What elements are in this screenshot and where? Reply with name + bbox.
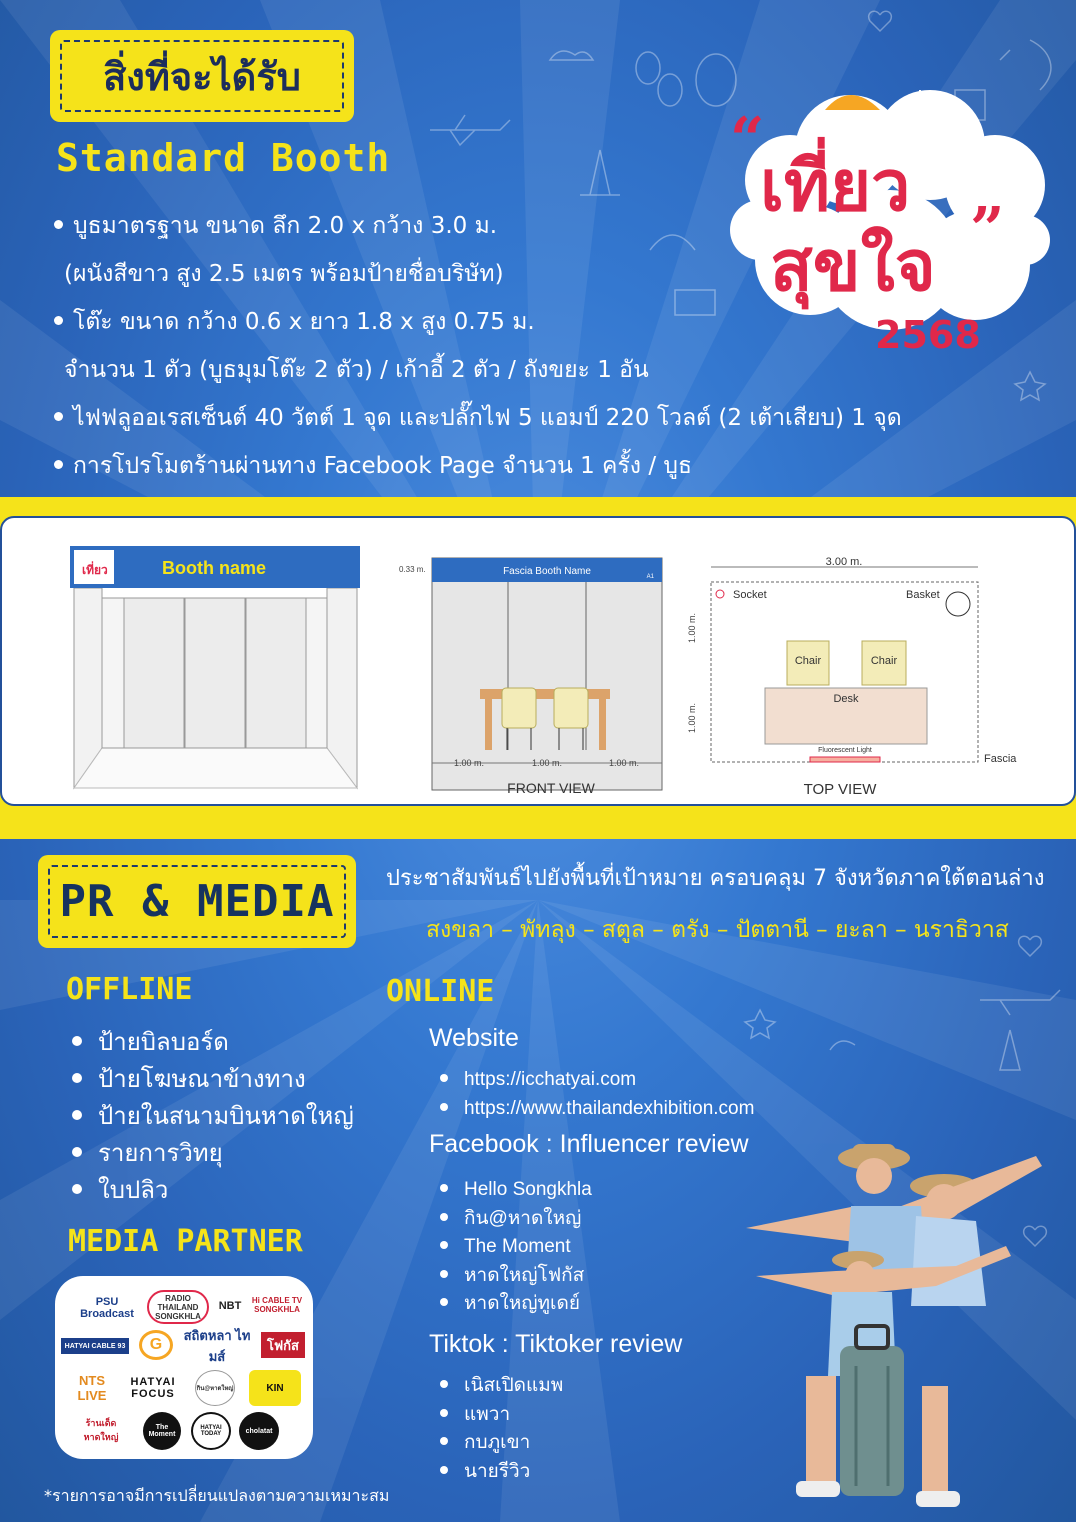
svg-text:1.00 m.: 1.00 m. [687,702,697,734]
suitcase-icon [840,1346,904,1496]
svg-text:เที่ยว: เที่ยว [82,563,108,577]
svg-text:Socket: Socket [733,589,767,601]
bullet-icon [54,316,63,325]
svg-text:Chair: Chair [870,655,898,667]
svg-text:1.00 m.: 1.00 m. [531,758,563,768]
booth-feature-line: การโปรโมตร้านผ่านทาง Facebook Page จำนวน 1 ครั้ง / บูธ [54,442,974,490]
bullet-icon [440,1437,448,1445]
booth-3d-view [70,546,360,788]
media-partner-logos [55,1276,313,1459]
bullet-icon [72,1184,82,1194]
bullet-icon [440,1409,448,1417]
partner-logo: cholatat [239,1412,279,1450]
disclaimer-footnote: *รายการอาจมีการเปลี่ยนแปลงตามความเหมาะสม [44,1486,390,1505]
svg-text:“: “ [730,105,765,175]
list-item: The Moment [440,1233,592,1262]
svg-text:”: ” [970,195,1005,265]
list-item: เนิสเปิดแมพ [440,1372,563,1401]
facebook-list [440,1176,592,1319]
partner-logo: The Moment [143,1412,181,1450]
tiktok-list [440,1372,563,1486]
partner-logo: HATYAI FOCUS [130,1376,176,1400]
event-logo [730,90,1050,360]
top-view [687,556,1017,798]
booth-feature-line: จำนวน 1 ตัว (บูธมุมโต๊ะ 2 ตัว) / เก้าอี้ 2 ตัว / ถังขยะ 1 อัน [64,357,649,383]
offline-heading: OFFLINE [66,972,193,1007]
bullet-icon [440,1074,448,1082]
bullet-icon [440,1213,448,1221]
logo-year: 2568 [875,313,981,357]
fascia-label: Fascia Booth Name [503,566,591,577]
light-icon [810,757,880,762]
list-item: แพวา [440,1401,563,1430]
partner-logo: RADIO THAILAND SONGKHLA [147,1290,209,1324]
bullet-icon [72,1147,82,1157]
standard-booth-heading: Standard Booth [56,136,391,180]
partner-logo: KIN [249,1370,301,1406]
booth-diagram-panel [0,516,1076,806]
logo-line2: สุขใจ [770,225,936,307]
list-item: หาดใหญ่ทูเดย์ [440,1290,592,1319]
list-item: https://icchatyai.com [440,1066,754,1095]
partner-logo: HATYAI TODAY [191,1412,231,1450]
bullet-icon [54,460,63,469]
benefits-title: สิ่งที่จะได้รับ [103,54,301,99]
partner-logo: PSU Broadcast [80,1296,134,1320]
list-item: ป้ายโฆษณาข้างทาง [72,1061,354,1098]
benefits-title-box [50,30,354,122]
website-list [440,1066,754,1123]
booth-feature-line: (ผนังสีขาว สูง 2.5 เมตร พร้อมป้ายชื่อบริษัท) [64,261,504,287]
list-item: นายรีวิว [440,1458,563,1487]
list-item: ใบปลิว [72,1172,354,1209]
svg-text:Fascia: Fascia [984,753,1017,765]
bullet-icon [440,1380,448,1388]
booth-feature-line: ไฟฟลูออเรสเซ็นต์ 40 วัตต์ 1 จุด และปลั๊กไฟ 5 แอมป์ 220 โวลต์ (2 เต้าเสียบ) 1 จุด [54,394,974,442]
top-width-label: 3.00 m. [825,556,863,568]
bullet-icon [440,1184,448,1192]
partner-logo: Hi CABLE TV SONGKHLA [251,1296,303,1314]
pr-provinces: สงขลา – พัทลุง – สตูล – ตรัง – ปัตตานี – ยะลา – นราธิวาส [426,917,1009,943]
partner-logo: ร้านเด็ดหาดใหญ่ [83,1418,119,1442]
svg-text:Desk: Desk [833,693,859,705]
partner-logo: สถิตหลา ไทมส์ [183,1328,251,1364]
list-item: หาดใหญ่โฟกัส [440,1262,592,1291]
facebook-heading: Facebook : Influencer review [429,1130,749,1158]
online-heading: ONLINE [386,974,495,1009]
list-item: รายการวิทยุ [72,1135,354,1172]
partner-logo: โฟกัส [261,1332,305,1358]
booth-feature-line: บูธมาตรฐาน ขนาด ลึก 2.0 x กว้าง 3.0 ม. [54,202,974,250]
fascia-height-label: 0.33 m. [399,565,426,574]
partner-logo: NBT [218,1300,242,1312]
partner-logo: HATYAI CABLE 93 [61,1338,129,1354]
svg-text:1.00 m.: 1.00 m. [453,758,485,768]
svg-text:Chair: Chair [794,655,822,667]
partner-logo: NTS LIVE [77,1373,107,1403]
svg-text:1.00 m.: 1.00 m. [608,758,640,768]
bullet-icon [72,1036,82,1046]
list-item: ป้ายบิลบอร์ด [72,1024,354,1061]
website-heading: Website [429,1024,519,1052]
svg-text:Basket: Basket [906,589,940,601]
list-item: Hello Songkhla [440,1176,592,1205]
bullet-icon [440,1298,448,1306]
svg-text:1.00 m.: 1.00 m. [687,612,697,644]
pr-media-title: PR & MEDIA [59,876,335,927]
bullet-icon [72,1073,82,1083]
list-item: กบภูเขา [440,1429,563,1458]
pr-description: ประชาสัมพันธ์ไปยังพื้นที่เป้าหมาย ครอบคลุม 7 จังหวัดภาคใต้ตอนล่าง [386,866,1045,891]
fascia-code: A1 [646,574,654,580]
bullet-icon [440,1241,448,1249]
list-item: https://www.thailandexhibition.com [440,1095,754,1124]
front-view-label: FRONT VIEW [507,780,595,796]
list-item: ป้ายในสนามบินหาดใหญ่ [72,1098,354,1135]
bullet-icon [440,1103,448,1111]
booth-feature-line: โต๊ะ ขนาด กว้าง 0.6 x ยาว 1.8 x สูง 0.75 ม. [54,298,974,346]
top-view-label: TOP VIEW [803,781,877,798]
booth-name-label: Booth name [161,558,267,578]
tiktok-heading: Tiktok : Tiktoker review [429,1330,683,1358]
bullet-icon [54,220,63,229]
bullet-icon [440,1466,448,1474]
pr-media-title-box [38,855,356,948]
partner-logo: กิน@หาดใหญ่ [195,1370,235,1406]
offline-list [72,1024,354,1209]
family-travel-photo [736,1136,1056,1522]
front-view [399,558,662,796]
svg-text:Fluorescent Light: Fluorescent Light [818,747,872,754]
bullet-icon [440,1270,448,1278]
list-item: กิน@หาดใหญ่ [440,1205,592,1234]
bullet-icon [72,1110,82,1120]
booth-diagram [2,518,1076,808]
bullet-icon [54,412,63,421]
media-partner-heading: MEDIA PARTNER [68,1224,303,1259]
logo-line1: เที่ยว [760,145,911,227]
partner-logo: G [139,1330,173,1360]
